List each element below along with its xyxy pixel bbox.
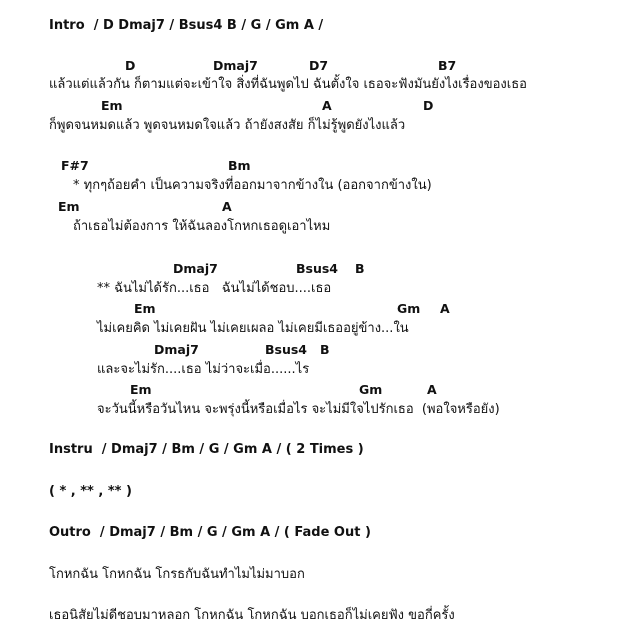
chorus1-chords-2	[0, 199, 620, 215]
chorus2-lyric-3: และจะไม่รัก....เธอ ไม่ว่าจะเมื่อ......ไร	[97, 362, 310, 377]
chord: Dmaj7	[213, 58, 258, 73]
chord: A	[222, 199, 232, 214]
chord: F#7	[61, 158, 89, 173]
ending-lyric-1: โกหกฉัน โกหกฉัน โกรธกับฉันทำไมไม่มาบอก	[49, 567, 305, 582]
chorus1-lyric-2: ถ้าเธอไม่ต้องการ ให้ฉันลองโกหกเธอดูเอาไหม	[73, 219, 331, 234]
chord: B7	[438, 58, 457, 73]
chord: B	[320, 342, 330, 357]
outro-line: Outro / Dmaj7 / Bm / G / Gm A / ( Fade Out )	[49, 525, 371, 540]
chord: A	[427, 382, 437, 397]
chord: Dmaj7	[154, 342, 199, 357]
verse1-lyric-2: ก็พูดจนหมดแล้ว พูดจนหมดใจแล้ว ถ้ายังสงสัย ก็ไม่รู้พูดยังไงแล้ว	[49, 118, 406, 133]
chord: A	[322, 98, 332, 113]
chord: Bsus4	[296, 261, 339, 276]
chord: A	[440, 301, 450, 316]
ending-lyric-2: เธอนิสัยไม่ดีชอบมาหลอก โกหกฉัน โกหกฉัน บอกเธอก็ไม่เคยฟัง ขอกี่ครั้ง	[49, 608, 455, 623]
chord: Em	[130, 382, 152, 397]
verse1-chords-1	[0, 58, 620, 74]
chorus2-chords-4	[0, 382, 620, 398]
chord: Em	[58, 199, 80, 214]
chorus2-chords-1	[0, 261, 620, 277]
chorus1-lyric-1: * ทุกๆถ้อยคำ เป็นความจริงที่ออกมาจากข้างใน (ออกจากข้างใน)	[73, 178, 432, 193]
chord: B	[355, 261, 365, 276]
chord: D7	[309, 58, 329, 73]
instru-line: Instru / Dmaj7 / Bm / G / Gm A / ( 2 Times )	[49, 442, 364, 457]
chord: D	[125, 58, 136, 73]
chord: Dmaj7	[173, 261, 218, 276]
chord: D	[423, 98, 434, 113]
chord: Bm	[228, 158, 251, 173]
intro-line: Intro / D Dmaj7 / Bsus4 B / G / Gm A /	[49, 18, 324, 33]
chorus2-chords-3	[0, 342, 620, 358]
chorus2-lyric-4: จะวันนี้หรือวันไหน จะพรุ่งนี้หรือเมื่อไร จะไม่มีใจไปรักเธอ (พอใจหรือยัง)	[97, 402, 500, 417]
chorus1-chords-1	[0, 158, 620, 174]
repeat-line: ( * , ** , ** )	[49, 484, 132, 499]
verse1-chords-2	[0, 98, 620, 114]
chord: Bsus4	[265, 342, 308, 357]
verse1-lyric-1: แล้วแต่แล้วกัน ก็ตามแต่จะเข้าใจ สิ่งที่ฉันพูดไป ฉันตั้งใจ เธอจะฟังมันยังไงเรื่องของเธอ	[49, 77, 527, 92]
chorus2-lyric-2: ไม่เคยคิด ไม่เคยฝัน ไม่เคยเผลอ ไม่เคยมีเธออยู่ข้าง...ใน	[97, 321, 409, 336]
chorus2-lyric-1: ** ฉันไม่ได้รัก...เธอ ฉันไม่ได้ชอบ....เธอ	[97, 281, 332, 296]
chord: Em	[134, 301, 156, 316]
chord: Gm	[359, 382, 383, 397]
chord: Em	[101, 98, 123, 113]
chorus2-chords-2	[0, 301, 620, 317]
chord: Gm	[397, 301, 421, 316]
